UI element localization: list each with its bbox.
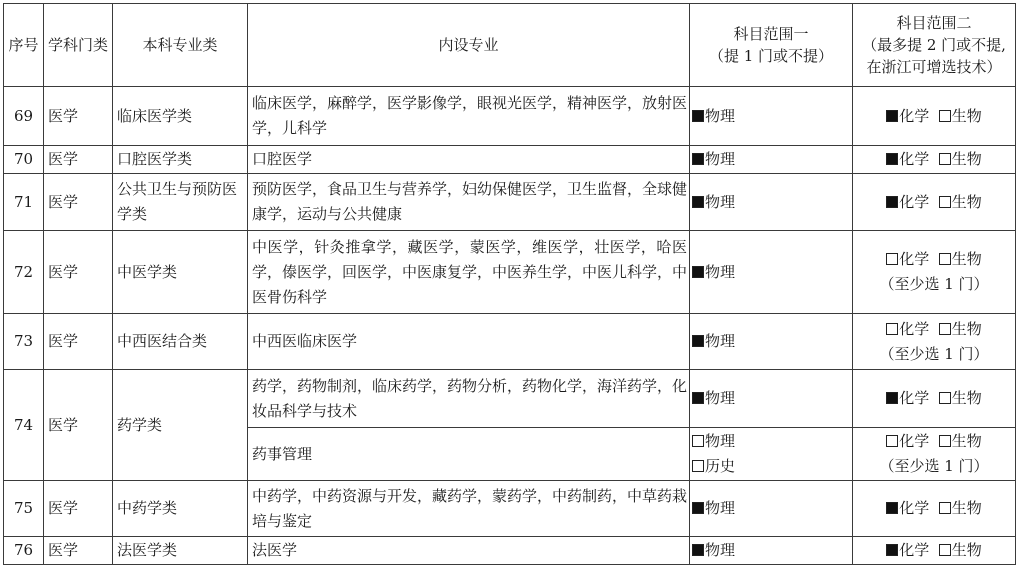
header-range2-note: （最多提 2 门或不提, (862, 36, 1006, 54)
option (939, 150, 982, 168)
row-no (4, 231, 44, 314)
option (886, 320, 929, 338)
row-majors (248, 370, 690, 428)
row-category (44, 87, 113, 146)
table-header-row (4, 4, 1016, 87)
row-no (4, 314, 44, 370)
row-category-text: 医学 (48, 192, 79, 211)
option-label: 化学 (899, 389, 930, 407)
unchecked-box-icon (692, 435, 704, 447)
row-no-text: 70 (13, 150, 34, 168)
option-label: 物理 (705, 150, 736, 168)
row-no-text: 71 (13, 192, 34, 211)
checked-box-icon (692, 392, 704, 404)
checked-box-icon (886, 196, 898, 208)
option (886, 150, 929, 168)
row-range2 (853, 146, 1016, 174)
row-class (113, 174, 248, 231)
row-range2 (853, 231, 1016, 314)
option-label: 物理 (705, 332, 736, 350)
option (939, 193, 982, 211)
unchecked-box-icon (939, 110, 951, 122)
row-range2 (853, 428, 1016, 481)
option (939, 320, 982, 338)
row-range2 (853, 87, 1016, 146)
option-label: 生物 (951, 106, 982, 125)
row-no (4, 370, 44, 481)
option (886, 250, 929, 268)
option-label: 生物 (951, 432, 982, 450)
row-category (44, 174, 113, 231)
checked-box-icon (692, 335, 704, 347)
option-label: 物理 (705, 432, 736, 450)
row-class-text: 法医学类 (117, 541, 178, 559)
option (886, 389, 929, 407)
table-row (4, 537, 1016, 565)
option-label: 物理 (705, 541, 736, 559)
option-label: 化学 (899, 150, 930, 168)
row-majors-text: 中药学，中药资源与开发，藏药学，蒙药学，中药制药，中草药栽培与鉴定 (252, 486, 688, 530)
checked-box-icon (692, 544, 704, 556)
option (692, 454, 850, 479)
unchecked-box-icon (939, 323, 951, 335)
row-no-text: 72 (13, 262, 34, 281)
row-majors (248, 314, 690, 370)
unchecked-box-icon (939, 196, 951, 208)
unchecked-box-icon (886, 253, 898, 265)
option (886, 193, 929, 211)
option-label: 化学 (899, 192, 930, 211)
header-class: 本科专业类 (113, 4, 248, 87)
option-label: 历史 (705, 457, 736, 475)
row-class (113, 370, 248, 481)
option (692, 332, 735, 350)
row-no-text: 73 (13, 332, 34, 350)
row-majors-text: 预防医学，食品卫生与营养学，妇幼保健医学，卫生监督，全球健康学，运动与公共健康 (252, 180, 688, 223)
option (939, 107, 982, 125)
row-no-text: 74 (13, 415, 34, 434)
option (886, 432, 929, 450)
option-label: 物理 (705, 389, 736, 407)
row-majors-text: 药事管理 (252, 444, 313, 463)
option-label: 化学 (899, 319, 930, 338)
checked-box-icon (692, 266, 704, 278)
row-category-text: 医学 (48, 415, 79, 434)
option-label: 化学 (899, 499, 930, 517)
checked-box-icon (692, 502, 704, 514)
option-label: 物理 (705, 192, 736, 211)
row-category-text: 医学 (48, 541, 79, 559)
option-label: 物理 (705, 106, 736, 125)
row-class-text: 药学类 (117, 415, 163, 434)
row-majors (248, 87, 690, 146)
row-no (4, 87, 44, 146)
header-range1-title: 科目范围一 (733, 25, 809, 43)
row-class-text: 中西医结合类 (117, 332, 208, 350)
row-category-text: 医学 (48, 150, 79, 168)
option (939, 250, 982, 268)
row-range1 (690, 87, 853, 146)
checked-box-icon (886, 153, 898, 165)
option (692, 429, 850, 454)
row-class (113, 146, 248, 174)
row-range2-note: （至少选 1 门） (879, 344, 989, 363)
row-class (113, 87, 248, 146)
row-majors (248, 146, 690, 174)
header-range1-note: （提 1 门或不提） (708, 47, 834, 65)
row-no-text: 76 (13, 541, 34, 559)
row-range2 (853, 314, 1016, 370)
table-row (4, 231, 1016, 314)
header-range2-title: 科目范围二 (896, 14, 972, 32)
option (886, 107, 929, 125)
unchecked-box-icon (939, 392, 951, 404)
row-class-text: 中医学类 (117, 262, 178, 281)
option-label: 生物 (951, 541, 982, 559)
option (692, 107, 735, 125)
row-range1 (690, 428, 853, 481)
row-majors-text: 临床医学，麻醉学，医学影像学，眼视光医学，精神医学，放射医学，儿科学 (252, 94, 688, 137)
row-range1 (690, 481, 853, 537)
checked-box-icon (886, 544, 898, 556)
row-category-text: 医学 (48, 332, 79, 350)
row-class-text: 中药学类 (117, 499, 178, 517)
option (692, 150, 735, 168)
option (692, 193, 735, 211)
row-no (4, 174, 44, 231)
row-range2-note: （至少选 1 门） (879, 457, 989, 475)
table-row (4, 174, 1016, 231)
checked-box-icon (692, 153, 704, 165)
option (692, 263, 735, 281)
row-majors (248, 231, 690, 314)
header-range1 (690, 4, 853, 87)
checked-box-icon (692, 110, 704, 122)
row-majors-text: 药学，药物制剂，临床药学，药物分析，药物化学，海洋药学，化妆品科学与技术 (252, 376, 688, 420)
row-category (44, 537, 113, 565)
row-category-text: 医学 (48, 499, 79, 517)
option (692, 389, 735, 407)
row-category (44, 231, 113, 314)
unchecked-box-icon (886, 323, 898, 335)
row-range2-note: （至少选 1 门） (879, 275, 989, 293)
row-no (4, 146, 44, 174)
option-label: 生物 (951, 192, 982, 211)
option (692, 541, 735, 559)
checked-box-icon (886, 110, 898, 122)
row-range2 (853, 174, 1016, 231)
row-majors-text: 中医学，针灸推拿学，藏医学，蒙医学，维医学，壮医学，哈医学，傣医学，回医学，中医康复学，中医养生学，中医儿科学，中医骨伤科学 (252, 237, 688, 306)
row-category-text: 医学 (48, 106, 79, 125)
row-range2 (853, 537, 1016, 565)
row-majors (248, 174, 690, 231)
option-label: 化学 (899, 541, 930, 559)
row-majors-text: 法医学 (252, 541, 298, 559)
row-range1 (690, 146, 853, 174)
row-no-text: 69 (13, 106, 34, 125)
unchecked-box-icon (939, 253, 951, 265)
option-label: 生物 (951, 389, 982, 407)
unchecked-box-icon (939, 502, 951, 514)
unchecked-box-icon (886, 435, 898, 447)
option-label: 化学 (899, 250, 930, 268)
checked-box-icon (886, 502, 898, 514)
table-row (4, 87, 1016, 146)
option (939, 432, 982, 450)
row-majors-text: 口腔医学 (252, 150, 313, 168)
row-majors (248, 537, 690, 565)
row-class (113, 314, 248, 370)
table-row (4, 481, 1016, 537)
row-range2 (853, 481, 1016, 537)
unchecked-box-icon (939, 153, 951, 165)
row-class-text: 临床医学类 (117, 106, 193, 125)
header-no: 序号 (4, 4, 44, 87)
option (939, 541, 982, 559)
row-range1 (690, 174, 853, 231)
table-row (4, 370, 1016, 428)
option-label: 生物 (951, 250, 982, 268)
option (886, 541, 929, 559)
row-range1 (690, 370, 853, 428)
row-category (44, 314, 113, 370)
table-row (4, 314, 1016, 370)
row-range2 (853, 370, 1016, 428)
header-majors: 内设专业 (248, 4, 690, 87)
row-category (44, 146, 113, 174)
subject-requirements-table (3, 3, 1016, 565)
row-category-text: 医学 (48, 262, 79, 281)
option-label: 物理 (705, 262, 736, 281)
row-range1 (690, 231, 853, 314)
row-class-text: 公共卫生与预防医学类 (117, 180, 238, 223)
header-category: 学科门类 (44, 4, 113, 87)
row-class (113, 537, 248, 565)
header-range2-note2: 在浙江可增选技术） (866, 58, 1002, 76)
option-label: 生物 (951, 319, 982, 338)
row-category (44, 370, 113, 481)
row-no (4, 537, 44, 565)
option-label: 化学 (899, 106, 930, 125)
option (939, 499, 982, 517)
option (692, 499, 735, 517)
row-range1 (690, 314, 853, 370)
row-class-text: 口腔医学类 (117, 150, 193, 168)
option-label: 生物 (951, 499, 982, 517)
row-no-text: 75 (13, 499, 34, 517)
row-no (4, 481, 44, 537)
table-row (4, 146, 1016, 174)
unchecked-box-icon (939, 544, 951, 556)
unchecked-box-icon (939, 435, 951, 447)
row-class (113, 231, 248, 314)
header-range2 (853, 4, 1016, 87)
checked-box-icon (886, 392, 898, 404)
row-majors (248, 481, 690, 537)
row-category (44, 481, 113, 537)
option-label: 化学 (899, 432, 930, 450)
row-class (113, 481, 248, 537)
option (939, 389, 982, 407)
row-majors-text: 中西医临床医学 (252, 332, 358, 350)
checked-box-icon (692, 196, 704, 208)
unchecked-box-icon (692, 460, 704, 472)
row-majors (248, 428, 690, 481)
row-range1 (690, 537, 853, 565)
option-label: 生物 (951, 150, 982, 168)
option (886, 499, 929, 517)
option-label: 物理 (705, 499, 736, 517)
